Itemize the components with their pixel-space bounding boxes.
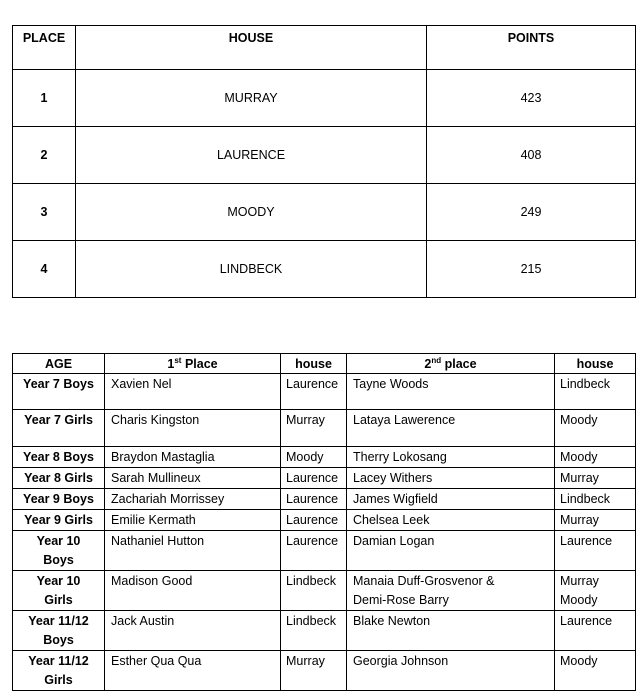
standings-row [13,184,636,241]
house-cell: MURRAY [76,70,427,127]
second-place-cell: Blake Newton [347,611,555,651]
house-header: HOUSE [76,26,427,70]
first-house-cell: Murray [281,651,347,691]
results-header-row [13,354,636,374]
second-house-header: house [555,354,636,374]
age-cell: Year 8 Boys [13,447,105,468]
first-place-cell: Madison Good [105,571,281,611]
second-place-number: 2 [424,356,432,371]
second-house-cell: Laurence [555,611,636,651]
second-house-cell: Lindbeck [555,489,636,510]
standings-row [13,127,636,184]
place-cell: 2 [13,127,76,184]
age-cell: Year 10 Girls [13,571,105,611]
first-place-cell: Jack Austin [105,611,281,651]
age-cell: Year 7 Boys [13,374,105,410]
second-house-cell: Moody [555,651,636,691]
points-cell: 423 [427,70,636,127]
results-row [13,611,636,651]
place-header: PLACE [13,26,76,70]
second-house-cell: Moody [555,410,636,447]
house-cell: MOODY [76,184,427,241]
second-house-cell: Murray Moody [555,571,636,611]
first-place-cell: Emilie Kermath [105,510,281,531]
first-place-suffix: st [174,355,182,365]
second-place-cell: Georgia Johnson [347,651,555,691]
second-place-cell: Tayne Woods [347,374,555,410]
age-cell: Year 7 Girls [13,410,105,447]
first-place-cell: Xavien Nel [105,374,281,410]
standings-header-row [13,26,636,70]
age-cell: Year 10 Boys [13,531,105,571]
first-place-cell: Nathaniel Hutton [105,531,281,571]
age-cell: Year 9 Boys [13,489,105,510]
first-place-cell: Sarah Mullineux [105,468,281,489]
house-cell: LINDBECK [76,241,427,298]
results-row [13,410,636,447]
second-place-cell: Lacey Withers [347,468,555,489]
standings-row [13,241,636,298]
age-cell: Year 8 Girls [13,468,105,489]
second-place-cell: Chelsea Leek [347,510,555,531]
age-header: AGE [13,354,105,374]
first-house-cell: Laurence [281,510,347,531]
points-cell: 215 [427,241,636,298]
first-house-header: house [281,354,347,374]
first-place-number: 1 [167,356,175,371]
second-place-cell: Lataya Lawerence [347,410,555,447]
second-place-label: place [441,356,477,371]
results-row [13,468,636,489]
results-row [13,510,636,531]
second-place-cell: James Wigfield [347,489,555,510]
first-house-cell: Lindbeck [281,571,347,611]
second-house-cell: Murray [555,468,636,489]
second-house-cell: Murray [555,510,636,531]
second-place-cell: Therry Lokosang [347,447,555,468]
place-cell: 3 [13,184,76,241]
first-place-cell: Braydon Mastaglia [105,447,281,468]
second-place-suffix: nd [431,355,442,365]
results-row [13,447,636,468]
first-house-cell: Laurence [281,489,347,510]
age-results-table [12,353,636,691]
house-cell: LAURENCE [76,127,427,184]
standings-row [13,70,636,127]
place-cell: 1 [13,70,76,127]
age-cell: Year 11/12 Girls [13,651,105,691]
first-place-cell: Zachariah Morrissey [105,489,281,510]
points-cell: 408 [427,127,636,184]
age-cell: Year 11/12 Boys [13,611,105,651]
second-house-cell: Lindbeck [555,374,636,410]
second-place-cell: Damian Logan [347,531,555,571]
age-cell: Year 9 Girls [13,510,105,531]
first-house-cell: Lindbeck [281,611,347,651]
first-house-cell: Laurence [281,374,347,410]
second-place-cell: Manaia Duff-Grosvenor & Demi-Rose Barry [347,571,555,611]
results-row [13,489,636,510]
first-house-cell: Laurence [281,468,347,489]
place-cell: 4 [13,241,76,298]
points-cell: 249 [427,184,636,241]
first-place-label: Place [181,356,218,371]
first-place-cell: Esther Qua Qua [105,651,281,691]
second-house-cell: Moody [555,447,636,468]
second-house-cell: Laurence [555,531,636,571]
house-standings-table [12,25,636,298]
first-house-cell: Laurence [281,531,347,571]
second-place-header [347,354,555,374]
results-row [13,571,636,611]
first-place-cell: Charis Kingston [105,410,281,447]
points-header: POINTS [427,26,636,70]
first-place-header [105,354,281,374]
first-house-cell: Murray [281,410,347,447]
first-house-cell: Moody [281,447,347,468]
results-row [13,374,636,410]
results-row [13,651,636,691]
results-row [13,531,636,571]
